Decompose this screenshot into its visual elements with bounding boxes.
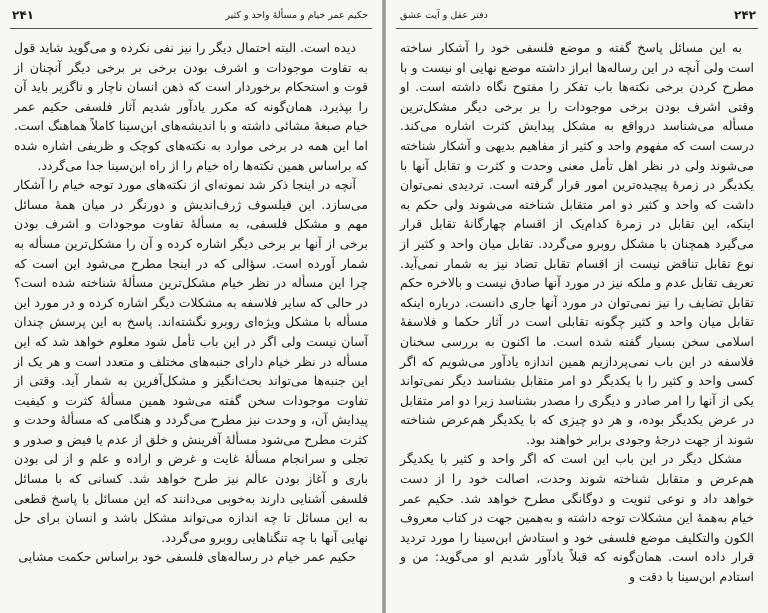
right-page <box>386 0 768 613</box>
right-page-header <box>396 6 758 29</box>
left-paragraph-3: حکیم عمر خیام در رساله‌های فلسفی خود براساس حکمت مشایی <box>18 549 356 565</box>
right-page-number: ۲۴۲ <box>734 8 756 22</box>
left-page-header <box>10 6 372 29</box>
left-page-body <box>14 38 368 605</box>
right-page-body <box>400 38 754 605</box>
left-page <box>0 0 382 613</box>
right-paragraph-1: به این مسائل پاسخ گفته و موضع فلسفی خود را آشکار ساخته است ولی آنچه در این رساله‌ها ابراز داشته موضع نهایی او نیست و با مطرح کردن برخی نکته‌ها باب تفکر را مفتوح نگاه داشته است. او وقتی اشرف بودن برخی موجودات را بر برخی دیگر مشکل‌ترین مسأله می‌شناسد درواقع به مشکل پیدایش کثرت اشاره می‌کند. درست است که مفهوم واحد و کثیر از مفاهیم بدیهی و آشکار شناخته می‌شوند ولی در نظر اهل تأمل معنی وحدت و کثرت و تقابل آنها با یکدیگر در زمرهٔ پیچیده‌ترین امور قرار گرفته است. تردیدی نمی‌توان داشت که واحد و کثیر دو امر متقابل شناخته می‌شوند ولی حکم به اینکه، این تقابل در زمرهٔ کدام‌یک از اقسام چهارگانهٔ تقابل قرار می‌گیرد همچنان با مشکل روبرو می‌گردد. تقابل میان واحد و کثیر از نوع تقابل تناقض نیست از اقسام تقابل تضاد نیز به شمار نمی‌آید. تعریف تقابل عدم و ملکه نیز در مورد آنها صادق نیست و بالاخره حکم تقابل تضایف را نیز نمی‌توان در مورد آنها جاری دانست. درباره اینکه تقابل میان واحد و کثیر چگونه تقابلی است در آثار حکما و فلاسفهٔ اسلامی سخن بسیار گفته شده است. ما اکنون به بررسی سخنان فلاسفه در این باب نمی‌پردازیم همین اندازه یادآور می‌شویم که اگر کسی واحد و کثیر را با یکدیگر دو امر متقابل بشناسد دیگر نمی‌تواند یکی از آنها را امر صادر و دیگری را مصدر بشناسد زیرا دو امر متقابل در عرض یکدیگر بوده، و هر دو چیزی که با یکدیگر هم‌عرض شناخته شوند از جهت درجهٔ وجودی برابر خواهند بود. <box>400 40 754 447</box>
left-paragraph-2: آنچه در اینجا ذکر شد نمونه‌ای از نکته‌های مورد توجه خیام را آشکار می‌سازد. این فیلسوف ژرف‌اندیش و دورنگر در میان همهٔ مسائل مهم و مشکل فلسفی، به مسألهٔ تفاوت موجودات و اشرف بودن برخی از آنها بر برخی دیگر اشاره کرده و آن را مشکل‌ترین مسأله به شمار آورده است. سؤالی که در اینجا مطرح می‌شود این است که چرا این مسأله در نظر خیام مشکل‌ترین مسألهٔ شناخته شده است؟ در حالی که سایر فلاسفه به مشکلات دیگر اشاره کرده و در مورد این مسأله با مشکل ویژه‌ای روبرو نگشته‌اند. پاسخ به این پرسش چندان آسان نیست ولی اگر در این باب تأمل شود معلوم خواهد شد که این مسأله در نظر خیام دارای جنبه‌های مختلف و متعدد است و هر یک از این جنبه‌ها می‌تواند بحث‌انگیز و مشکل‌آفرین به شمار آید. وقتی از تفاوت موجودات سخن گفته می‌شود همین مسألهٔ کثرت و کیفیت پیدایش آن، و وحدت نیز مطرح می‌گردد و هنگامی که مسألهٔ وحدت و کثرت مطرح می‌شود مسألهٔ آفرینش و خلق از عدم یا فیض و صدور و تجلی و سرانجام مسألهٔ غایت و غرض و اراده و علم و از لی بودن باری و آغاز بودن عالم نیز طرح خواهد شد. کسانی که با مسائل فلسفی آشنایی دارند به‌خوبی می‌دانند که این مسائل با پاسخ قطعی به این مسائل تا چه اندازه می‌تواند مشکل باشد و انسان برای حل نهایی آنها با چه تنگناهایی روبرو می‌گردد. <box>14 177 368 545</box>
left-running-head: حکیم عمر خیام و مسألهٔ واحد و کثیر <box>225 10 368 21</box>
right-paragraph-2: مشکل دیگر در این باب این است که اگر واحد و کثیر با یکدیگر هم‌عرض و متقابل شناخته شوند وحدت، اصالت خود را از دست خواهد داد و نوعی ثنویت و دوگانگی مطرح خواهد شد. حکیم عمر خیام به‌همهٔ این مشکلات توجه داشته و به‌همین جهت در کتاب معروف الکون والتکلیف موضع فلسفی خود و استادش ابن‌سینا را مورد تردید قرار داده است. همان‌گونه که قبلاً یادآور شدیم او می‌گوید: من و استادم ابن‌سینا با دقت و <box>400 451 754 585</box>
left-page-number: ۲۴۱ <box>12 8 34 22</box>
left-paragraph-1: دیده است. البته احتمال دیگر را نیز نفی نکرده و می‌گوید شاید قول به تفاوت موجودات و اشرف بودن برخی بر برخی دیگر آنچنان از قوت و استحکام برخوردار است که ذهن انسان ناچار و ناگزیر باید آن را بپذیرد. همان‌گونه که مکرر یادآور شدیم آثار فلسفی حکیم عمر خیام صبغهٔ مشائی داشته و با اندیشه‌های ابن‌سینا کاملاً هماهنگ است. اما این همه در برخی موارد به نکته‌های کوچک و ظریفی اشاره شده که براساس همین نکته‌ها راه خیام را از راه ابن‌سینا جدا می‌گردد. <box>14 40 368 173</box>
right-running-head: دفتر عقل و آیت عشق <box>400 10 488 21</box>
